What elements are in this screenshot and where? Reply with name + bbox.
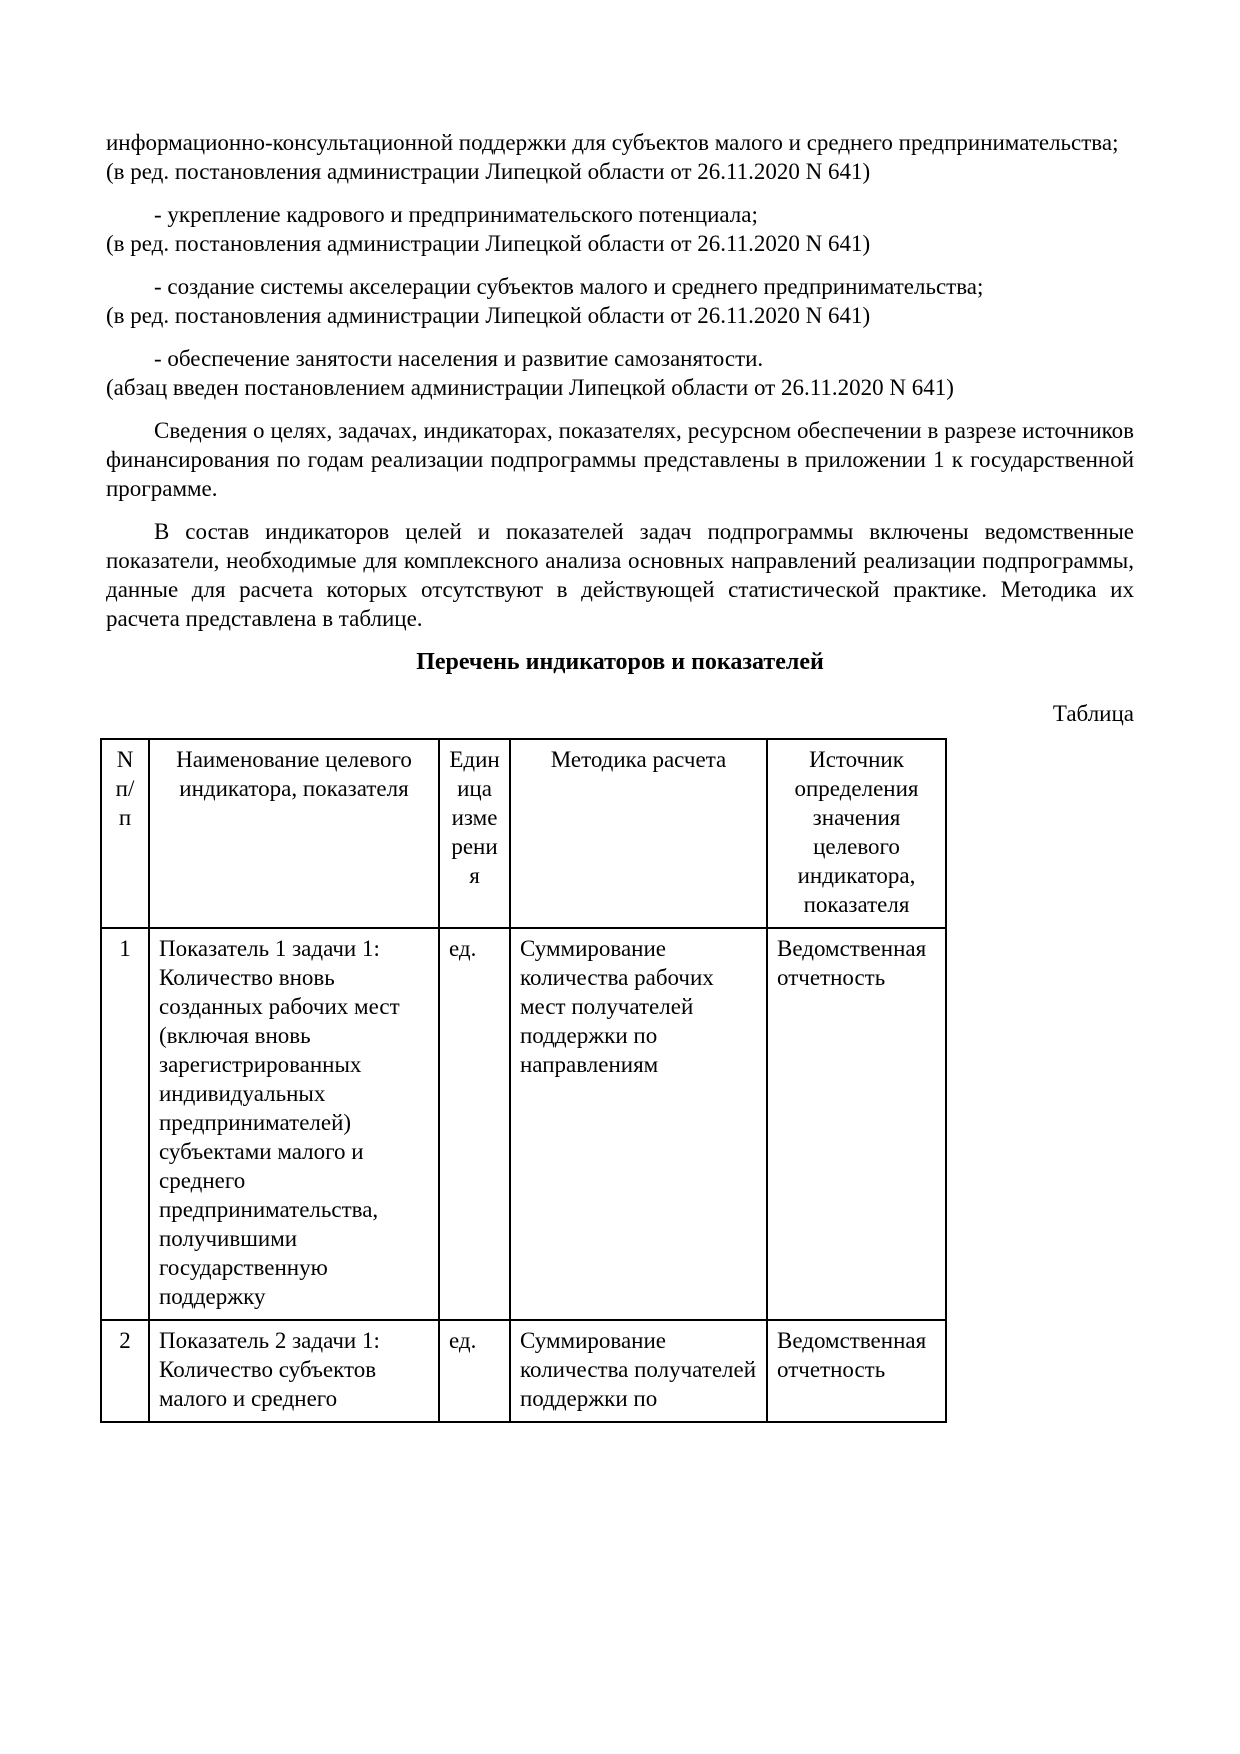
paragraph-block-1 — [106, 128, 1134, 186]
list-item-paragraph: - укрепление кадрового и предпринимательского потенциала; — [154, 202, 758, 227]
header-cell-number: N п/п — [101, 739, 149, 928]
edit-note: (в ред. постановления администрации Липецкой области от 26.11.2020 N 641) — [106, 159, 871, 184]
cell-method: Суммирование количества рабочих мест получателей поддержки по направлениям — [510, 928, 767, 1320]
header-cell-source: Источник определения значения целевого индикатора, показателя — [767, 739, 946, 928]
section-heading: Перечень индикаторов и показателей — [416, 649, 824, 675]
cell-unit: ед. — [439, 928, 510, 1320]
indicators-table — [100, 738, 947, 1423]
body-paragraph: В состав индикаторов целей и показателей задач подпрограммы включены ведомственные показатели, необходимые для комплексного анализа основных направлений реализации подпрограммы, данные для расчета которых отсутствуют в действующей статистической практике. Методика их расчета представлена в таблице. — [106, 519, 1134, 631]
list-item-paragraph: - обеспечение занятости населения и развитие самозанятости. — [154, 346, 764, 371]
cell-indicator-name: Показатель 1 задачи 1: Количество вновь созданных рабочих мест (включая вновь зарегистрированных индивидуальных предпринимателей) субъектами малого и среднего предпринимательства, получившими государственную поддержку — [149, 928, 439, 1320]
edit-note: (в ред. постановления администрации Липецкой области от 26.11.2020 N 641) — [106, 303, 871, 328]
table-header-row — [101, 739, 946, 928]
cell-method: Суммирование количества получателей поддержки по — [510, 1320, 767, 1422]
cell-indicator-name: Показатель 2 задачи 1: Количество субъектов малого и среднего — [149, 1320, 439, 1422]
cell-source: Ведомственная отчетность — [767, 928, 946, 1320]
table-row — [101, 928, 946, 1320]
header-cell-method: Методика расчета — [510, 739, 767, 928]
body-paragraph: Сведения о целях, задачах, индикаторах, показателях, ресурсном обеспечении в разрезе источников финансирования по годам реализации подпрограммы представлены в приложении 1 к государственной программе. — [106, 418, 1134, 501]
paragraph-block-4 — [106, 344, 1134, 402]
header-cell-unit: Единица измерения — [439, 739, 510, 928]
cell-source: Ведомственная отчетность — [767, 1320, 946, 1422]
paragraph-continuation: информационно-консультационной поддержки для субъектов малого и среднего предпринимательства; — [106, 130, 1119, 155]
paragraph-block-5 — [106, 416, 1134, 503]
paragraph-block-6 — [106, 517, 1134, 633]
table-caption: Таблица — [1052, 701, 1134, 726]
cell-unit: ед. — [439, 1320, 510, 1422]
paragraph-block-3 — [106, 272, 1134, 330]
table-row — [101, 1320, 946, 1422]
list-item-paragraph: - создание системы акселерации субъектов малого и среднего предпринимательства; — [154, 274, 984, 299]
paragraph-block-2 — [106, 200, 1134, 258]
edit-note: (абзац введен постановлением администрации Липецкой области от 26.11.2020 N 641) — [106, 375, 954, 400]
edit-note: (в ред. постановления администрации Липецкой области от 26.11.2020 N 641) — [106, 231, 871, 256]
header-cell-name: Наименование целевого индикатора, показателя — [149, 739, 439, 928]
cell-number: 2 — [101, 1320, 149, 1422]
cell-number: 1 — [101, 928, 149, 1320]
